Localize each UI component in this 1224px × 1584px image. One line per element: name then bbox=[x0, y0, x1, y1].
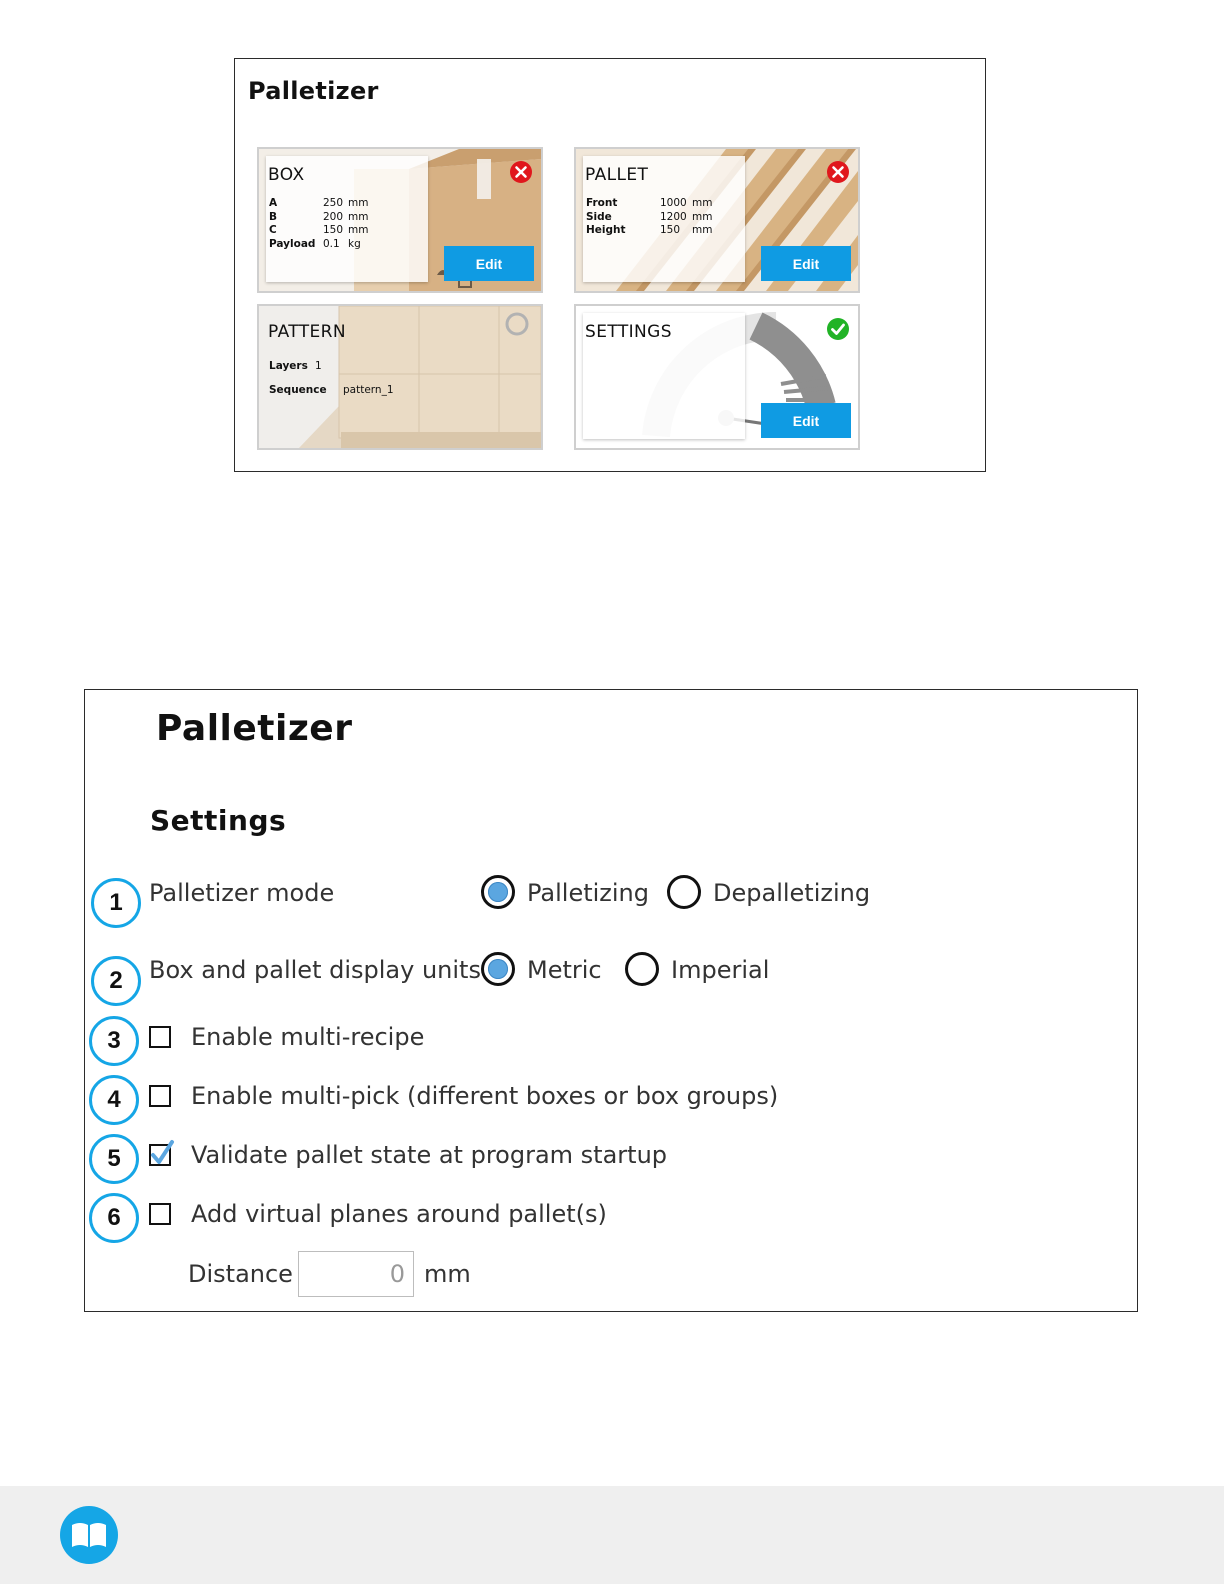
multi-pick-label[interactable]: Enable multi-pick (different boxes or box groups) bbox=[191, 1082, 779, 1110]
page-title: Palletizer bbox=[248, 77, 379, 105]
checkbox-virtual-planes[interactable] bbox=[149, 1203, 171, 1225]
callout-2: 2 bbox=[91, 956, 141, 1006]
palletizer-mode-label: Palletizer mode bbox=[149, 879, 335, 907]
param-value: 250 bbox=[323, 197, 344, 209]
radio-imperial-label[interactable]: Imperial bbox=[671, 956, 770, 984]
settings-edit-button[interactable]: Edit bbox=[761, 403, 851, 438]
validate-pallet-state-label[interactable]: Validate pallet state at program startup bbox=[191, 1141, 668, 1169]
error-status-icon bbox=[510, 161, 532, 183]
distance-input[interactable] bbox=[298, 1251, 414, 1297]
radio-depalletizing-label[interactable]: Depalletizing bbox=[713, 879, 871, 907]
pattern-param-row bbox=[269, 378, 394, 402]
radio-metric-label[interactable]: Metric bbox=[527, 956, 602, 984]
pattern-params bbox=[269, 354, 394, 402]
radio-palletizing[interactable] bbox=[481, 875, 515, 909]
display-units-label: Box and pallet display units bbox=[149, 956, 481, 984]
box-card-title: BOX bbox=[268, 165, 305, 185]
palletizer-settings-panel bbox=[84, 689, 1138, 1312]
param-value: 0.1 bbox=[323, 237, 340, 250]
pattern-param-row bbox=[269, 354, 394, 378]
param-value: 150 bbox=[660, 224, 681, 237]
callout-4: 4 bbox=[89, 1075, 139, 1125]
box-card[interactable] bbox=[257, 147, 543, 293]
box-edit-button[interactable]: Edit bbox=[444, 246, 534, 281]
radio-palletizing-label[interactable]: Palletizing bbox=[527, 879, 649, 907]
pallet-card[interactable] bbox=[574, 147, 860, 293]
param-unit: mm bbox=[348, 224, 369, 237]
multi-recipe-label[interactable]: Enable multi-recipe bbox=[191, 1023, 425, 1051]
param-value: 1 bbox=[315, 360, 322, 372]
param-unit: mm bbox=[348, 197, 369, 209]
callout-1: 1 bbox=[91, 878, 141, 928]
box-param-row bbox=[269, 224, 368, 238]
virtual-planes-label[interactable]: Add virtual planes around pallet(s) bbox=[191, 1200, 607, 1228]
page-footer bbox=[0, 1486, 1224, 1584]
settings-section-title: Settings bbox=[150, 804, 287, 837]
pallet-params bbox=[586, 197, 712, 238]
radio-depalletizing[interactable] bbox=[667, 875, 701, 909]
param-value: 200 bbox=[323, 210, 344, 223]
param-key: B bbox=[269, 210, 278, 223]
param-unit: mm bbox=[692, 197, 713, 209]
param-unit: mm bbox=[692, 210, 713, 223]
radio-metric[interactable] bbox=[481, 952, 515, 986]
param-key: Front bbox=[586, 197, 618, 209]
checkbox-validate-pallet-state[interactable] bbox=[149, 1144, 171, 1166]
param-unit: mm bbox=[348, 210, 369, 223]
param-value: pattern_1 bbox=[343, 384, 394, 396]
book-icon bbox=[60, 1506, 118, 1564]
param-key: Sequence bbox=[269, 384, 327, 396]
callout-5: 5 bbox=[89, 1134, 139, 1184]
pallet-param-row bbox=[586, 224, 712, 238]
settings-page-title: Palletizer bbox=[156, 708, 353, 749]
box-param-row bbox=[269, 211, 368, 225]
palletizer-overview-panel bbox=[234, 58, 986, 472]
param-key: A bbox=[269, 197, 278, 209]
checkbox-multi-recipe[interactable] bbox=[149, 1026, 171, 1048]
param-key: Height bbox=[586, 224, 626, 237]
param-unit: mm bbox=[692, 224, 713, 237]
callout-3: 3 bbox=[89, 1016, 139, 1066]
param-value: 150 bbox=[323, 224, 344, 237]
param-value: 1200 bbox=[660, 210, 687, 223]
box-params bbox=[269, 197, 368, 251]
pallet-param-row bbox=[586, 211, 712, 225]
param-key: Payload bbox=[269, 237, 316, 250]
pattern-card[interactable] bbox=[257, 304, 543, 450]
check-icon bbox=[148, 1137, 176, 1167]
manual-book-icon bbox=[60, 1506, 118, 1564]
param-value: 1000 bbox=[660, 197, 687, 209]
error-status-icon bbox=[827, 161, 849, 183]
distance-unit: mm bbox=[424, 1260, 471, 1288]
param-unit: kg bbox=[348, 237, 361, 250]
checkbox-multi-pick[interactable] bbox=[149, 1085, 171, 1107]
param-key: C bbox=[269, 224, 277, 237]
box-param-row bbox=[269, 197, 368, 211]
settings-card[interactable] bbox=[574, 304, 860, 450]
ok-status-icon bbox=[827, 318, 849, 340]
param-key: Side bbox=[586, 210, 612, 223]
radio-imperial[interactable] bbox=[625, 952, 659, 986]
pattern-card-title: PATTERN bbox=[268, 322, 347, 342]
box-param-row bbox=[269, 238, 368, 252]
distance-label: Distance bbox=[188, 1260, 293, 1288]
callout-6: 6 bbox=[89, 1193, 139, 1243]
pallet-edit-button[interactable]: Edit bbox=[761, 246, 851, 281]
settings-card-title: SETTINGS bbox=[585, 322, 672, 342]
param-key: Layers bbox=[269, 360, 308, 372]
pallet-card-title: PALLET bbox=[585, 165, 649, 185]
pallet-param-row bbox=[586, 197, 712, 211]
